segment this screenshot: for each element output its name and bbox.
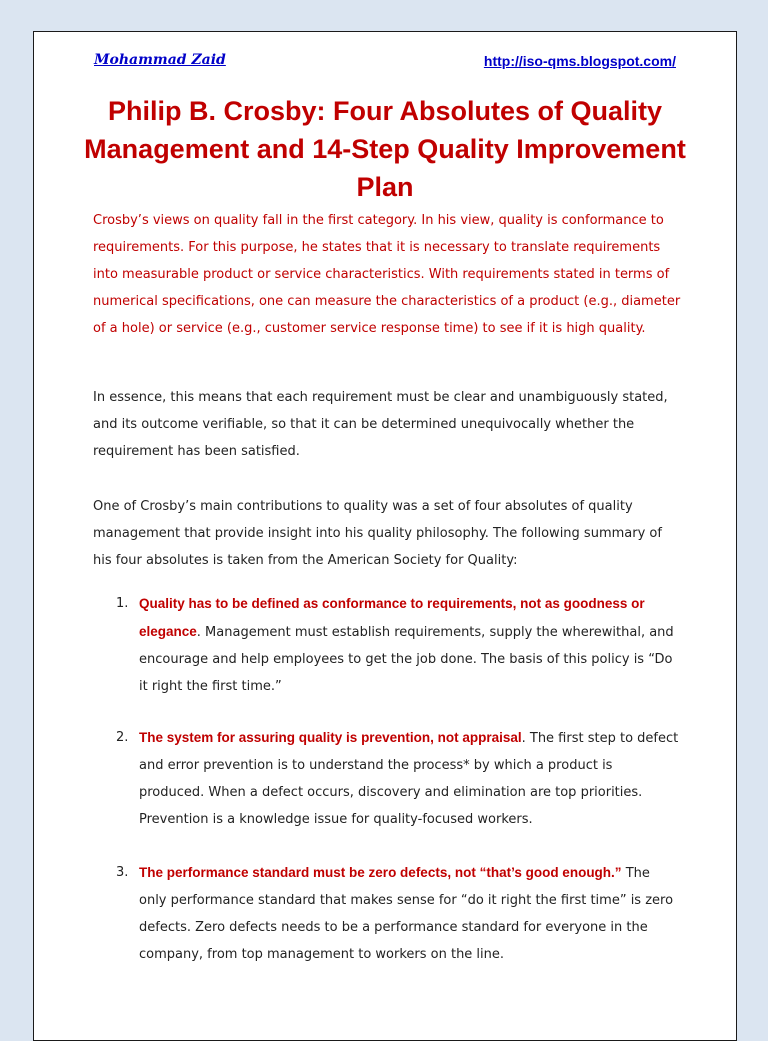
absolute-heading: The system for assuring quality is prevention, not appraisal: [139, 730, 522, 745]
list-number: 2.: [116, 730, 129, 745]
list-item-body: [139, 590, 679, 700]
absolute-description: . Management must establish requirements, supply the wherewithal, and encourage and help employees to get the job done. The basis of this policy is “Do it right the first time.”: [139, 625, 674, 694]
list-item-body: [139, 859, 679, 968]
page-header: [94, 52, 676, 72]
blog-link[interactable]: http://iso-qms.blogspot.com/: [483, 53, 676, 69]
list-item-body: [139, 724, 679, 833]
list-number: 3.: [116, 865, 129, 880]
contributions-paragraph: One of Crosby’s main contributions to quality was a set of four absolutes of quality management that provide insight into his quality philosophy. The following summary of his four absolutes is taken from the American Society for Quality:: [93, 499, 662, 568]
document-page: [33, 31, 737, 1041]
absolute-heading: The performance standard must be zero defects, not “that’s good enough.”: [139, 865, 622, 880]
absolute-description: . The first step to defect and error prevention is to understand the process* by which a product is produced. When a defect occurs, discovery and elimination are top priorities. Prevention is a knowledge issue for quality-focused workers.: [139, 731, 679, 827]
page-title: Philip B. Crosby: Four Absolutes of Quality Management and 14-Step Quality Improvement Plan: [84, 96, 686, 202]
list-number: 1.: [116, 596, 129, 611]
author-name: Mohammad Zaid: [94, 52, 226, 68]
intro-paragraph: Crosby’s views on quality fall in the first category. In his view, quality is conformance to requirements. For this purpose, he states that it is necessary to translate requirements into measurable product or service characteristics. With requirements stated in terms of numerical specifications, one can measure the characteristics of a product (e.g., diameter of a hole) or service (e.g., customer service response time) to see if it is high quality.: [93, 213, 681, 336]
essence-paragraph: In essence, this means that each requirement must be clear and unambiguously stated, and its outcome verifiable, so that it can be determined unequivocally whether the requirement has been satisfied.: [93, 390, 668, 459]
absolute-description: The only performance standard that makes sense for “do it right the first time” is zero defects. Zero defects needs to be a performance standard for everyone in the company, from top management to workers on the line.: [139, 866, 674, 962]
absolute-heading: Quality has to be defined as conformance to requirements, not as goodness or elegance: [139, 596, 645, 639]
